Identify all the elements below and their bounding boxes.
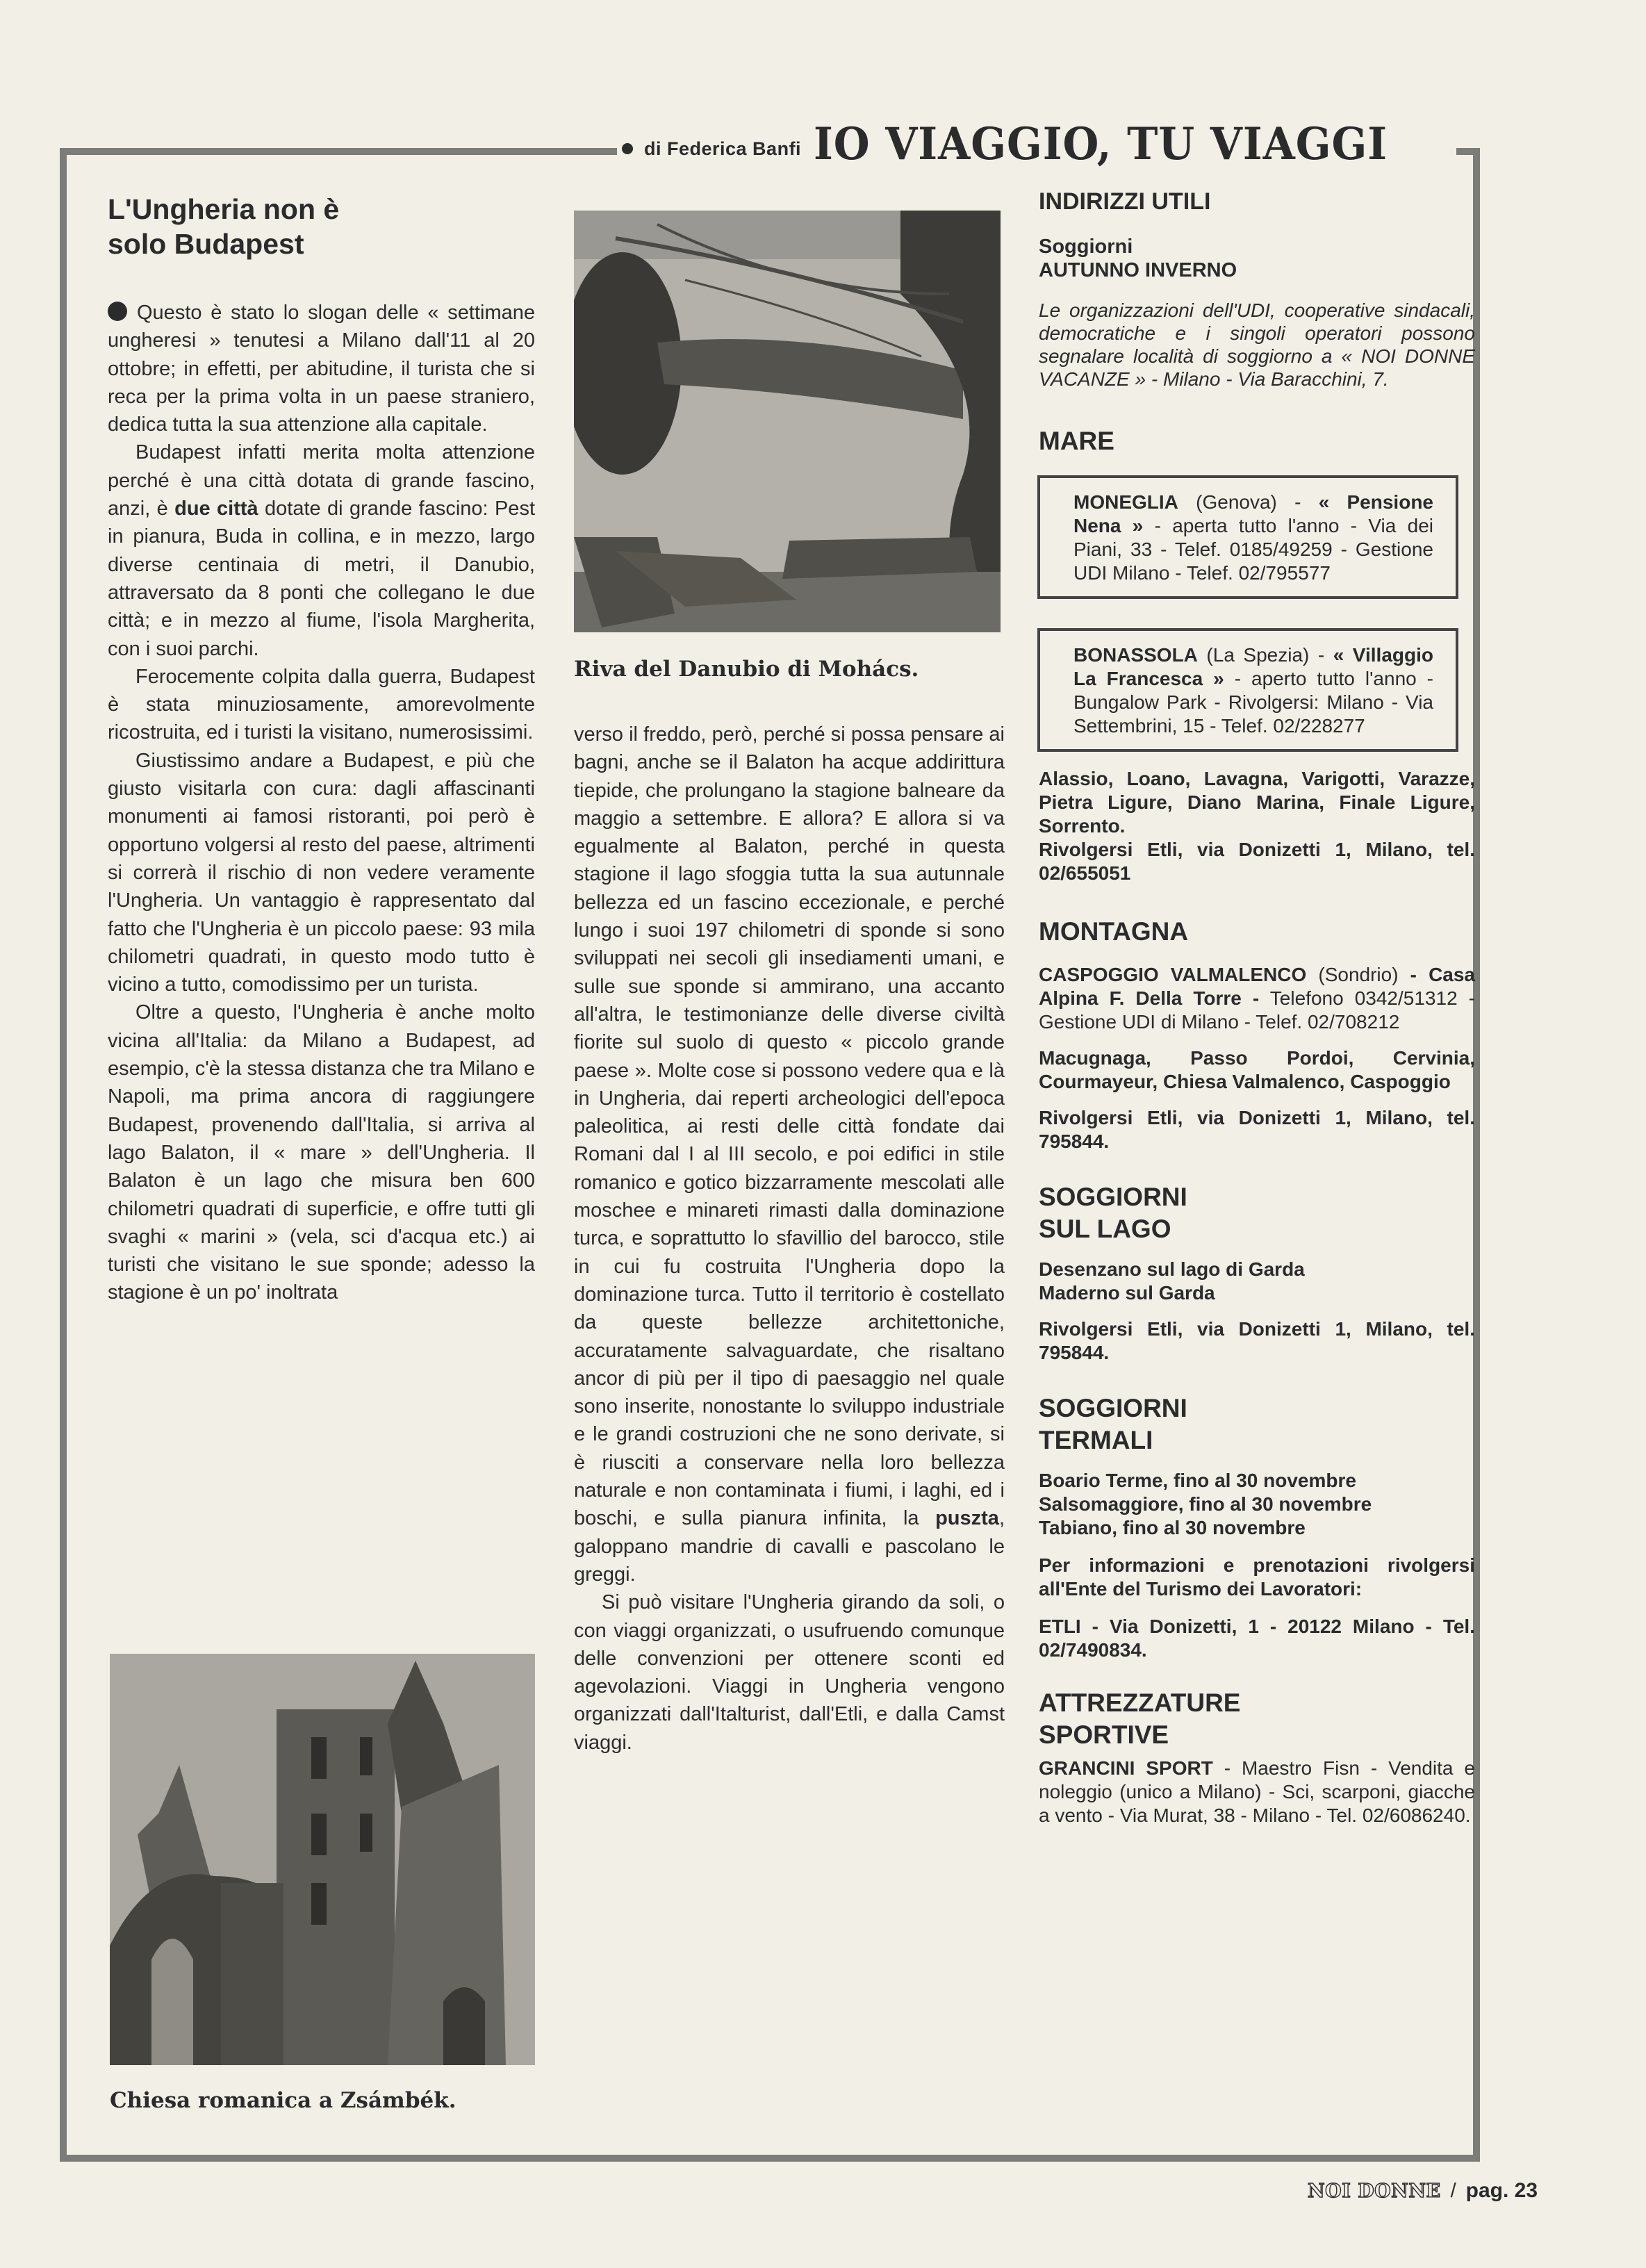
listing-text: (La Spezia) - xyxy=(1197,644,1333,666)
sport-listing xyxy=(1039,1757,1475,1827)
church-photo xyxy=(110,1654,535,2065)
lago-contact: Rivolgersi Etli, via Donizetti 1, Milano, tel. 795844. xyxy=(1039,1318,1475,1363)
paragraph xyxy=(108,299,535,438)
paragraph: Giustissimo andare a Budapest, e più che giusto visitarla con cura: dagli affascinanti monumenti ai famosi ristoranti, poi però è opportuno volgersi al resto del paese, altrimenti si correrà il rischio di non vedere veramente l'Ungheria. Un vantaggio è rappresentato dal fatto che l'Ungheria è un piccolo paese: 93 mila chilometri quadrati, in questo modo tutto è vicino a tutto, comodissimo per un turista. xyxy=(108,749,535,996)
montagna-contact: Rivolgersi Etli, via Donizetti 1, Milano, tel. 795844. xyxy=(1039,1107,1475,1152)
section-heading-mare: MARE xyxy=(1039,427,1114,455)
sidebar-intro: Le organizzazioni dell'UDI, cooperative sindacali, democratiche e i singoli operatori possono segnalare località di soggiorno a « NOI DONNE VACANZE » - Milano - Via Baracchini, 7. xyxy=(1039,299,1475,390)
page-number: pag. 23 xyxy=(1465,2179,1538,2202)
heading-line: SPORTIVE xyxy=(1039,1720,1169,1749)
montagna-listing xyxy=(1039,963,1475,1034)
sidebar-subtitle-1: Soggiorni xyxy=(1039,236,1133,258)
article-column-1 xyxy=(108,299,535,1307)
listing-text: (Sondrio) xyxy=(1306,964,1410,985)
section-heading-montagna: MONTAGNA xyxy=(1039,917,1189,946)
listing-box-bonassola xyxy=(1037,628,1458,752)
sidebar-title: INDIRIZZI UTILI xyxy=(1039,188,1211,215)
listing-text: - aperto tutto l'anno - Bungalow Park - Rivolgersi: Milano - Via Settembrini, 15 - Telef. 02/228277 xyxy=(1073,668,1434,737)
paragraph-text: dotate di grande fascino: Pest in pianura, Buda in collina, e in mezzo, largo diverse centinaia di metri, il Danubio, attraversato da 8 ponti che collegano le due città; e in mezzo al fiume, l'isola Margherita, con i suoi parchi. xyxy=(108,498,535,660)
listing-venue: « Pensione Nena » xyxy=(1073,491,1433,536)
article-headline xyxy=(108,192,339,261)
termali-item-2: Salsomaggiore, fino al 30 novembre xyxy=(1039,1493,1372,1515)
paragraph-text: Questo è stato lo slogan delle « settimane ungheresi » tenutesi a Milano dall'11 al 20 ottobre; in effetti, per abitudine, il turista che si reca per la prima volta in un paese straniero, dedica tutta la sua attenzione alla capitale. xyxy=(108,302,535,436)
article-column-2 xyxy=(574,721,1005,1757)
useful-addresses-sidebar xyxy=(1039,188,1475,1827)
paragraph-text: , galoppano mandrie di cavalli e pascolano le greggi. xyxy=(574,1507,1005,1586)
paragraph: Ferocemente colpita dalla guerra, Budapest è stata minuziosamente, amorevolmente ricostruita, ed i turisti la visitano, numerosissimi. xyxy=(108,665,535,744)
mare-places: Alassio, Loano, Lavagna, Varigotti, Varazze, Pietra Ligure, Diano Marina, Finale Ligure, Sorrento. xyxy=(1039,768,1475,837)
termali-item-3: Tabiano, fino al 30 novembre xyxy=(1039,1517,1306,1538)
river-photo-caption: Riva del Danubio di Mohács. xyxy=(574,657,919,682)
listing-name: CASPOGGIO VALMALENCO xyxy=(1039,964,1307,985)
paragraph-text: Budapest infatti merita molta attenzione perché è una città dotata di grande fascino, anzi, è xyxy=(108,441,535,520)
section-heading-termali xyxy=(1039,1392,1475,1456)
listing-name: BONASSOLA xyxy=(1073,644,1198,666)
page-header xyxy=(622,104,1431,170)
column-title: IO VIAGGIO, TU VIAGGI xyxy=(814,118,1388,170)
river-photo-illustration xyxy=(574,211,1001,632)
mare-contact: Rivolgersi Etli, via Donizetti 1, Milano, tel. 02/655051 xyxy=(1039,839,1475,884)
paragraph xyxy=(108,438,535,662)
bold-emphasis: puszta xyxy=(935,1507,999,1530)
termali-item-1: Boario Terme, fino al 30 novembre xyxy=(1039,1470,1356,1491)
lago-place-1: Desenzano sul lago di Garda xyxy=(1039,1258,1305,1280)
listing-text: (Genova) - xyxy=(1178,491,1319,513)
montagna-places: Macugnaga, Passo Pordoi, Cervinia, Courmayeur, Chiesa Valmalenco, Caspoggio xyxy=(1039,1047,1475,1092)
paragraph-text: verso il freddo, però, perché si possa pensare ai bagni, anche se il Balaton ha acque addirittura tiepide, che prolungano la stagione balneare da maggio a settembre. E allora? E allora si va egualmente al Balaton, perché in questa stagione il lago sfoggia tutta la sua autunnale bellezza ed un fascino eccezionale, e perché lungo i suoi 197 chilometri di sponde si sono sviluppati nei secoli gli insediamenti umani, e sulle sue sponde si ammirano, una accanto all'altra, le testimonianze delle diverse civiltà fiorite sul suolo di questo « piccolo grande paese ». Molte cose si possono vedere qua e là in Ungheria, dai reperti archeologici dell'epoca paleolitica, ai resti delle città fondate dai Romani dal I al III secolo, e poi edifici in stile romanico e gotico bizzarramente mescolati alle moschee e minareti rimasti dalla dominazione turca, e soprattutto lo sfavillio del barocco, stile in cui fu costruita l'Ungheria dopo la dominazione turca. Tutto il territorio è costellato da queste bellezze architettoniche, accuratamente salvaguardate, che risaltano ancor di più per il tipo di paesaggio nel quale sono inserite, nonostante lo sviluppo industriale e le grandi costruzioni che ne sono derivate, si è riusciti a conservare nella loro bellezza naturale e non contaminata i fiumi, i laghi, ed i boschi, e sulla pianura infinita, la xyxy=(574,723,1005,1530)
listing-venue: - Casa Alpina F. Della Torre - xyxy=(1039,964,1476,1009)
listing-venue: « Villaggio La Francesca » xyxy=(1073,644,1433,689)
headline-line-1: L'Ungheria non è xyxy=(108,193,340,225)
listing-box-moneglia xyxy=(1037,475,1458,599)
author-byline: di Federica Banfi xyxy=(644,138,802,159)
frame-top-rule-right xyxy=(1456,148,1480,155)
church-photo-illustration xyxy=(110,1654,535,2065)
heading-line: SUL LAGO xyxy=(1039,1215,1171,1243)
bullet-icon xyxy=(622,143,633,154)
church-photo-caption: Chiesa romanica a Zsámbék. xyxy=(110,2088,456,2113)
heading-line: SOGGIORNI xyxy=(1039,1394,1187,1422)
heading-line: SOGGIORNI xyxy=(1039,1183,1187,1211)
heading-line: TERMALI xyxy=(1039,1426,1153,1454)
termali-info: Per informazioni e prenotazioni rivolgersi all'Ente del Turismo dei Lavoratori: xyxy=(1039,1554,1475,1600)
footer-separator: / xyxy=(1450,2180,1456,2202)
headline-line-2: solo Budapest xyxy=(108,228,304,260)
listing-text: - Maestro Fisn - Vendita e noleggio (unico a Milano) - Sci, scarponi, giacche a vento - Via Murat, 38 - Milano - Tel. 02/6086240. xyxy=(1039,1757,1475,1826)
listing-text: Telefono 0342/51312 - Gestione UDI di Milano - Telef. 02/708212 xyxy=(1039,987,1476,1033)
frame-top-rule xyxy=(60,148,617,155)
page-footer xyxy=(1308,2179,1538,2203)
listing-text: - aperta tutto l'anno - Via dei Piani, 33 - Telef. 0185/49259 - Gestione UDI Milano - Telef. 02/795577 xyxy=(1073,515,1433,584)
listing-name: MONEGLIA xyxy=(1073,491,1178,513)
listing-name: GRANCINI SPORT xyxy=(1039,1757,1213,1779)
paragraph: Si può visitare l'Ungheria girando da soli, o con viaggi organizzati, o usufruendo comunque delle convenzioni per ottenere sconti ed agevolazioni. Viaggi in Ungheria vengono organizzati dall'Italturist, dall'Etli, e dalla Camst viaggi. xyxy=(574,1591,1005,1754)
sidebar-subtitle-2: AUTUNNO INVERNO xyxy=(1039,259,1237,281)
section-heading-lago xyxy=(1039,1181,1475,1245)
paragraph: Oltre a questo, l'Ungheria è anche molto vicina all'Italia: da Milano a Budapest, ad esempio, c'è la stessa distanza che tra Milano e Napoli, ma prima ancora di raggiungere Budapest, provenendo dall'Italia, si arriva al lago Balaton, il « mare » dell'Ungheria. Il Balaton è un lago che misura ben 600 chilometri quadrati di superficie, e offre tutti gli svaghi « marini » (vela, sci d'acqua etc.) ai turisti che visitano le sue sponde; adesso la stagione è un po' inoltrata xyxy=(108,1001,535,1304)
bold-emphasis: due città xyxy=(174,498,258,520)
section-heading-sport xyxy=(1039,1687,1475,1751)
lago-place-2: Maderno sul Garda xyxy=(1039,1282,1215,1304)
termali-contact: ETLI - Via Donizetti, 1 - 20122 Milano - Tel. 02/7490834. xyxy=(1039,1616,1475,1661)
lead-bullet-icon xyxy=(108,302,127,321)
magazine-logo: NOI DONNE xyxy=(1308,2180,1441,2202)
heading-line: ATTREZZATURE xyxy=(1039,1688,1241,1717)
river-photo xyxy=(574,211,1001,632)
paragraph xyxy=(574,721,1005,1588)
